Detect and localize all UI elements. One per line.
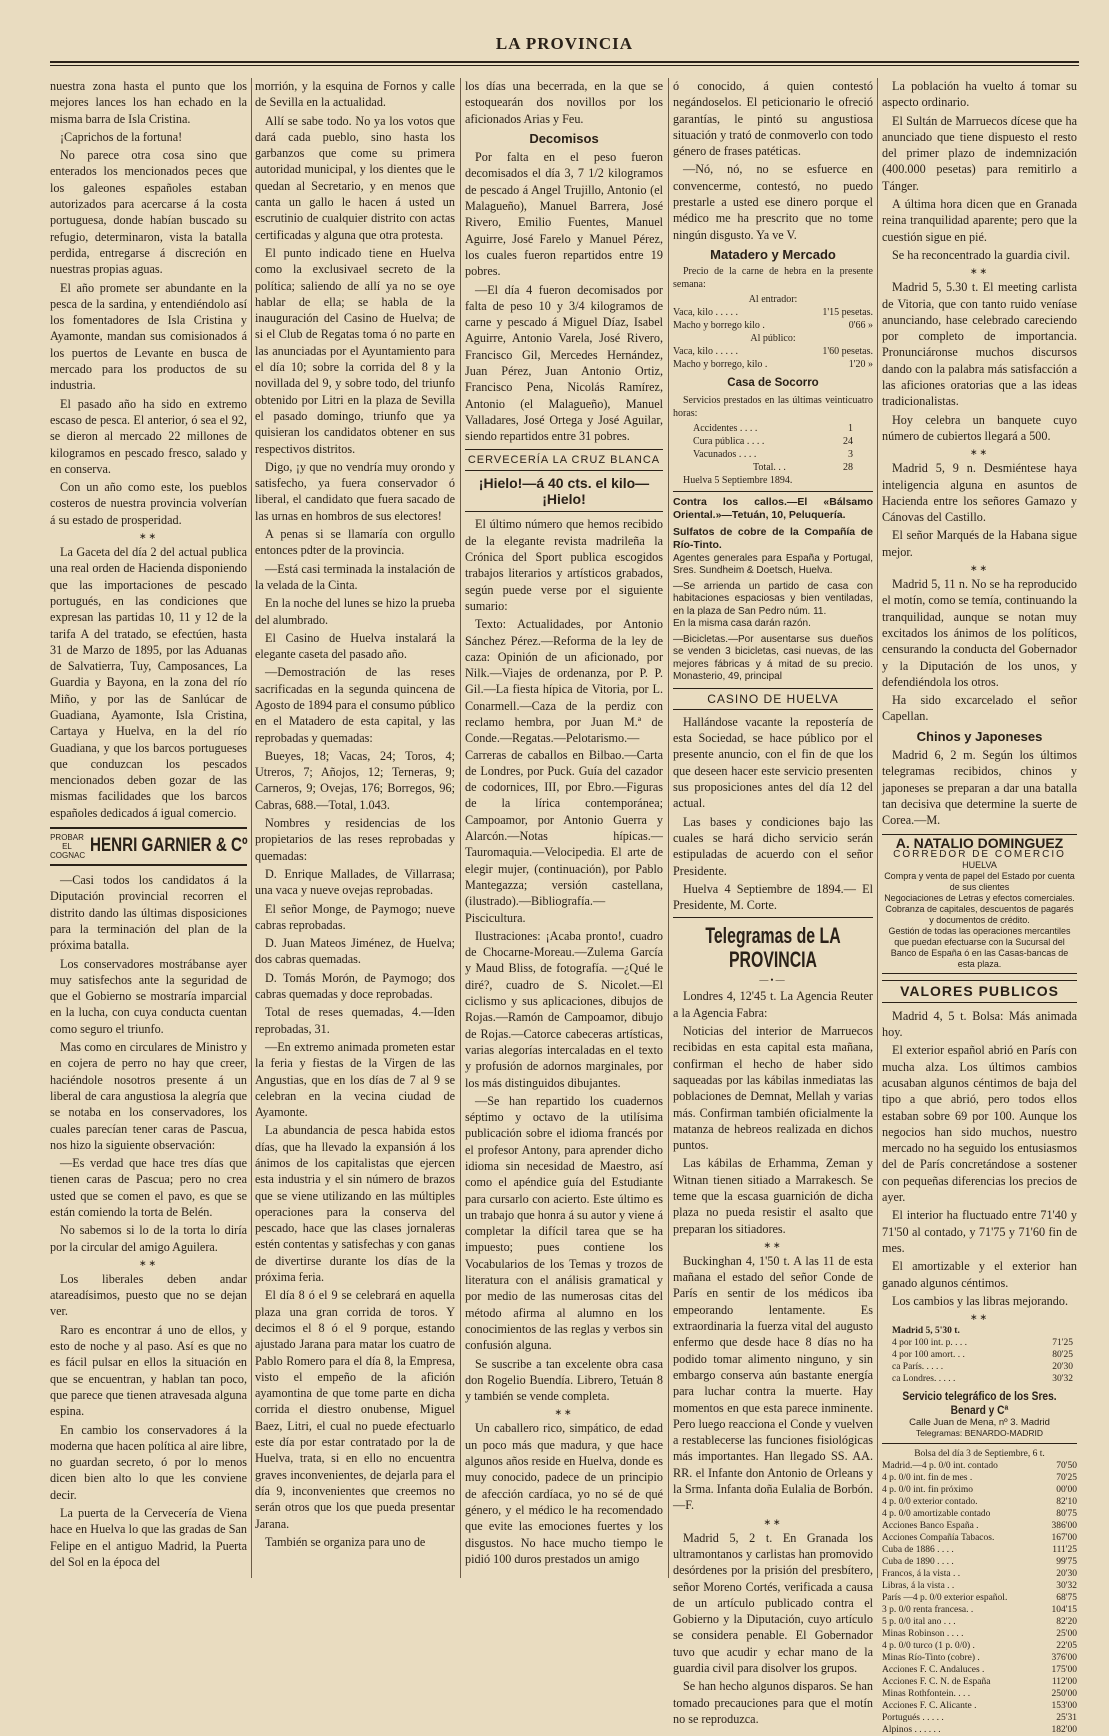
paragraph: —Es verdad que hace tres días que tienen caras de Pascua; pero no crea usted que se comen el pavo, es que se están comiendo la torta de Belén. xyxy=(50,1156,247,1219)
row-value: 0'66 » xyxy=(848,320,873,332)
row-label: Macho y borrego, kilo . xyxy=(673,359,768,371)
row-label: Minas Río-Tinto (cobre) . xyxy=(882,1653,980,1664)
section-heading: Chinos y Japoneses xyxy=(916,728,1043,744)
row-label: Madrid.—4 p. 0/0 int. contado xyxy=(882,1461,998,1472)
paragraph: Se suscribe a tan excelente obra casa don Rogelio Buendía. Librero, Tetuán 8 y también se vende completa. xyxy=(465,1356,663,1404)
paragraph: El último número que hemos recibido de la elegante revista madrileña la Crónica del Sport publica escogidos trabajos literarios y artísticos grabados, según puede verse por el siguiente sumario: xyxy=(465,517,663,613)
ad-brand: HENRI GARNIER & Cº xyxy=(90,835,248,857)
asterism-divider: ∗∗ xyxy=(138,531,159,542)
first-aid-table xyxy=(673,394,873,487)
paragraph: Ha sido excarcelado el señor Capellan. xyxy=(882,693,1077,724)
row-label: 4 por 100 int. p. . . . xyxy=(892,1338,967,1349)
row-value: 1 xyxy=(848,422,853,434)
paragraph: El punto indicado tiene en Huelva como la exclusivael secreto de la política; saliendo de allí ya no se oye hablar de ella; se habla de la inauguración del Casino de Huelva; de si el Club de Regatas toma ó no parte en las anunciadas por el Ayuntamiento para el día 10; sobre la corrida del 8 y la novillada del 9, y sobre todo, del triunfo obtenido por Litri en la plaza de Sevilla el pasado domingo, triunfo que ya quisieran los candidatos obtener en sus respectivos distritos. xyxy=(255,245,455,456)
column-divider xyxy=(251,78,252,1578)
section-heading: VALORES PUBLICOS xyxy=(882,980,1077,1002)
column-5 xyxy=(882,78,1077,1736)
row-label: 4 p. 0/0 int. fin de mes . xyxy=(882,1473,973,1484)
paragraph: Mas como en circulares de Ministro y en cojera de perro no hay que creer, haciéndole nosotros presente á un liberal de cara angustiosa la alegría que se notaba en los conservadores, los cuales parecían tener caras de Pascua, nos hizo la siguiente observación: xyxy=(50,1040,247,1152)
row-label: Cuba de 1890 . . . . xyxy=(882,1557,954,1568)
row-value: 1'60 pesetas. xyxy=(822,346,873,358)
table-row xyxy=(673,448,873,461)
row-label: Vaca, kilo . . . . . xyxy=(673,307,738,319)
paragraph: nuestra zona hasta el punto que los mejores lances los han echado en la misma barra de Isla Cristina. xyxy=(50,79,247,126)
paragraph: El interior ha fluctuado entre 71'40 y 71'50 al contado, y 71'75 y 71'60 fin de mes. xyxy=(882,1208,1077,1255)
divider xyxy=(673,917,873,918)
asterism-divider: ∗∗ xyxy=(969,1312,990,1323)
table-row xyxy=(882,1544,1077,1556)
announcement xyxy=(673,526,873,578)
table-row xyxy=(882,1568,1077,1580)
announcement-text: Agentes generales para España y Portugal, Sres. Sundheim & Doetsch, Huelva. xyxy=(673,552,873,577)
row-label: Francos, á la vista . . xyxy=(882,1569,961,1580)
table-subheading: Al entrador: xyxy=(748,294,798,306)
paragraph: Digo, ¡y que no vendría muy orondo y satisfecho, ya fuera conservador ó liberal, el candidato que fuera sacado de las urnas en hombros de sus electores! xyxy=(255,459,455,523)
section-heading: Casa de Socorro xyxy=(727,377,819,390)
column-divider xyxy=(877,78,878,1578)
row-label: ca Londres. . . . . xyxy=(892,1374,956,1385)
paragraph: El año promete ser abundante en la pesca de la sardina, y entendiéndolo así los fomentadores de Isla Cristina y Ayamonte, mandan sus comisionados á los puertos de Levante en busca de mercado para los productos de su industria. xyxy=(50,280,247,393)
row-label: 4 p. 0/0 turco (1 p. 0/0) . xyxy=(882,1641,975,1652)
asterism-divider: ∗∗ xyxy=(554,1407,574,1418)
row-label: Vaca, kilo . . . . . xyxy=(673,346,738,358)
table-row xyxy=(882,1532,1077,1544)
paragraph: —En extremo animada prometen estar la feria y fiestas de la Virgen de las Angustias, que en los días de 7 al 9 se celebran en la vecina ciudad de Ayamonte. xyxy=(255,1039,455,1120)
column-2 xyxy=(255,78,455,1578)
paragraph: Madrid 5, 5.30 t. El meeting carlista de Vitoria, que con tanto ruido veníase anunciando, hase celebrado careciendo por completo de importancia. Pronunciáronse muchos discursos dando con la palabra más satisfacción a las aficiones oratorias que a las ideas tradicionalistas. xyxy=(882,280,1077,409)
paragraph: El exterior español abrió en París con mucha alza. Los últimos cambios acusaban algunos céntimos de baja del tipo a que abrió, pero todos ellos estaban sobre 69 por 100. Aunque los negocios han sido muchos, nuestro mercado no ha seguido los entusiasmos del de París concretándose a sostener con pequeñas diferencias los precios de ayer. xyxy=(882,1043,1077,1205)
paragraph: Bueyes, 18; Vacas, 24; Toros, 4; Utreros, 7; Añojos, 12; Terneras, 9; Carneros, 9; Ovejas, 176; Borregos, 96; Cabras, 688.—Total, 1.043. xyxy=(255,748,455,812)
row-label: Portugués . . . . . xyxy=(882,1713,944,1724)
row-label: Acciones F. C. Andaluces . xyxy=(882,1665,985,1676)
table-heading: Bolsa del día 3 de Septiembre, 6 t. xyxy=(914,1449,1045,1460)
paragraph: Nombres y residencias de los propietarios de las reses reprobadas y quemadas: xyxy=(255,816,455,863)
paragraph: El Sultán de Marruecos dícese que ha anunciado que tiene dispuesto el resto del primer plazo de indemnización (400.000 pesetas) para remitirlo a Tánger. xyxy=(882,113,1077,193)
ad-small-text: PROBAR EL COGNAC xyxy=(50,833,86,861)
table-row xyxy=(882,1712,1077,1724)
paragraph: La población ha vuelto á tomar su aspecto ordinario. xyxy=(882,79,1077,110)
paragraph: Los conservadores mostrábanse ayer muy satisfechos ante la seguridad de que el Gobierno se mostraría imparcial en la lucha, con cuya conducta cuentan como seguro el triunfo. xyxy=(50,956,247,1036)
broker-service: Compra y venta de papel del Estado por cuenta de sus clientes xyxy=(884,871,1075,893)
row-label: Acciones Banco España . xyxy=(882,1521,979,1532)
paragraph: Se han hecho algunos disparos. Se han tomado precauciones para que el motín no se reproduzca. xyxy=(673,1679,873,1726)
table-row xyxy=(882,1640,1077,1652)
total-value: 28 xyxy=(843,461,853,473)
announcement xyxy=(673,496,873,523)
table-row xyxy=(882,1628,1077,1640)
column-3 xyxy=(465,78,663,1578)
row-value: 1'20 » xyxy=(848,359,873,371)
row-value: 80'75 xyxy=(1056,1509,1077,1520)
row-label: 4 por 100 amort. . . xyxy=(892,1350,965,1361)
column-divider xyxy=(668,78,669,1578)
paragraph: —Nó, nó, no se esfuerce en convencerme, contestó, no puedo prestarle a usted ese dinero porque el médico me ha prescrito que no tome ningún disgusto. Ya ve V. xyxy=(673,162,873,242)
broker-advertisement xyxy=(882,834,1077,974)
row-value: 68'75 xyxy=(1056,1593,1077,1604)
row-label: ca París. . . . . xyxy=(892,1362,944,1373)
paragraph: Huelva 4 Septiembre de 1894.— El Presidente, M. Corte. xyxy=(673,881,873,913)
broker-city: HUELVA xyxy=(962,860,997,871)
announcement-text: —Se arrienda un partido de casa con habitaciones espaciosas y bien ventiladas, en la plaza de San Pedro núm. 11. xyxy=(673,580,873,617)
row-label: 4 p. 0/0 int. fin próximo xyxy=(882,1485,974,1496)
row-value: 111'25 xyxy=(1052,1545,1077,1556)
asterism-divider: ∗∗ xyxy=(138,1257,159,1268)
masthead-rule-thin xyxy=(50,65,1079,66)
paragraph: ¡Caprichos de la fortuna! xyxy=(60,129,183,144)
paragraph: Por falta en el peso fueron decomisados el día 3, 7 1/2 kilogramos de pescado á Angel Trujillo, Antonio (el Malagueño), Manuel Barrera, José Rivero, Emilio Fuentes, Manuel Aguirre, José Farelo y Manuel Pérez, los cuales fueron repartidos entre 19 pobres. xyxy=(465,150,663,279)
paragraph: El señor Marqués de la Habana sigue mejor. xyxy=(882,528,1077,559)
row-label: Vacunados . . . . xyxy=(693,448,757,460)
telegraph-service-heading: Servicio telegráfico de los Sres. Benard y Cª xyxy=(902,1389,1057,1418)
section-heading: Matadero y Mercado xyxy=(710,246,836,262)
row-value: 167'00 xyxy=(1051,1533,1077,1544)
table-row xyxy=(882,1556,1077,1568)
row-value: 175'00 xyxy=(1051,1665,1077,1676)
row-value: 30'32 xyxy=(1052,1374,1073,1385)
paragraph: En cambio los conservadores á la moderna que hacen política al aire libre, no guardan secreto, ó por lo menos dicen bien alto lo que les conviene decir. xyxy=(50,1422,247,1502)
table-row xyxy=(673,345,873,358)
table-heading: Madrid 5, 5'30 t. xyxy=(892,1326,960,1337)
meat-prices-table xyxy=(673,265,873,371)
column-4 xyxy=(673,78,873,1726)
row-value: 82'20 xyxy=(1056,1617,1077,1628)
row-value: 250'00 xyxy=(1051,1689,1077,1700)
row-label: Cuba de 1886 . . . . xyxy=(882,1545,954,1556)
total-label: Total. . . xyxy=(753,461,786,473)
asterism-divider: ∗∗ xyxy=(969,563,990,574)
table-row xyxy=(673,435,873,448)
paragraph: Hallándose vacante la repostería de esta Sociedad, se hace público por el presente anuncio, con el fin de que los que deseen hacer este servicio presenten sus proposiciones antes del día 12 del actual. xyxy=(673,714,873,811)
table-row xyxy=(882,1700,1077,1712)
table-caption: Precio de la carne de hebra en la presente semana: xyxy=(673,266,873,291)
row-label: Accidentes . . . . xyxy=(693,422,758,434)
paragraph: Un caballero rico, simpático, de edad un poco más que madura, y que hace algunos años reside en Huelva, donde es muy conocido, padece de un principio de afección cardíaca, yo no sé de qué género, y el médico le ha recomendado que evite las emociones fuertes y los disgustos. No hace mucho tiempo le pidió 100 duros prestados un amigo xyxy=(465,1421,663,1566)
paragraph: No parece otra cosa sino que enterados los mencionados peces que los galeones españoles estaban autorizados para acercarse á la costa portuguesa, donde habían buscado su refugio, determinaron, vista la batalla perdida, entregarse á discreción en nuestras propias aguas. xyxy=(50,148,247,277)
broker-service: Gestión de todas las operaciones mercantiles que puedan efectuarse con la Sucursal del Banco de España ó en las Casas-bancas de esta plaza. xyxy=(888,926,1071,970)
broker-title: CORREDOR DE COMERCIO xyxy=(893,849,1066,861)
asterism-divider: ∗∗ xyxy=(763,1516,783,1527)
paragraph: También se organiza para uno de xyxy=(265,1534,426,1549)
row-label: Libras, á la vista . . xyxy=(882,1581,955,1592)
paragraph: Madrid 5, 11 n. No se ha reproducido el motín, como se temía, continuando la tranquilidad, aunque se notan muy excitados los ánimos de los políticos, censurando la conducta del Gobernador y la Diputación de los unos, y defendiéndola los otros. xyxy=(882,577,1077,689)
column-1 xyxy=(50,78,247,1578)
table-row xyxy=(882,1592,1077,1604)
row-value: 82'10 xyxy=(1056,1497,1077,1508)
page-title: LA PROVINCIA xyxy=(495,34,634,53)
table-row xyxy=(882,1496,1077,1508)
row-value: 80'25 xyxy=(1052,1350,1073,1361)
row-value: 104'15 xyxy=(1051,1605,1077,1616)
paragraph: D. Tomás Morón, de Paymogo; dos cabras quemadas y doce reprobadas. xyxy=(255,970,455,1002)
row-value: 25'31 xyxy=(1056,1713,1077,1724)
paragraph: —Se han repartido los cuadernos séptimo y octavo de la utilísima publicación sobre el idioma francés por el profesor Antony, para aprender dicho idioma sin necesidad de Maestro, así como el apéndice guía del Estudiante para cursarlo con acierto. Este último es un trabajo que honra á su autor y viene á completar la difícil tarea que se ha impuesto; pues contiene los Vocabularios de los Temas y trozos de literatura con el análisis gramatical y por medio de las numerosas citas del método afirma al alumno en los conocimientos de las reglas y verbos sin confusión alguna. xyxy=(465,1093,663,1353)
column-divider xyxy=(460,78,461,1578)
ice-advertisement: ¡Hielo!—á 40 cts. el kilo—¡Hielo! xyxy=(478,474,650,508)
ornament-divider: —•— xyxy=(759,975,787,986)
broker-service: Negociaciones de Letras y efectos comerciales. xyxy=(884,893,1075,904)
paragraph: Madrid 5, 9 n. Desmiéntese haya inteligencia alguna en asuntos de Hacienda entre los señores Gamazo y Cánovas del Castillo. xyxy=(882,461,1077,525)
row-value: 30'32 xyxy=(1056,1581,1077,1592)
row-value: 70'25 xyxy=(1056,1473,1077,1484)
row-label: Alpinos . . . . . . xyxy=(882,1725,941,1736)
paragraph: D. Juan Mateos Jiménez, de Huelva; dos cabras quemadas. xyxy=(255,936,455,967)
announcement-text: En la misma casa darán razón. xyxy=(673,618,811,630)
paragraph: La abundancia de pesca habida estos días, que ha llevado la expansión á los ánimos de los capitalistas que ejercen esta industria y el sin número de brazos que se viene utilizando en las múltiples operaciones para la conserva del pescado, hace que las clases jornaleras estén contentas y satisfechas y con ganas de divertirse durante los días de la próxima feria. xyxy=(255,1123,455,1285)
table-row xyxy=(673,422,873,435)
announcement-text: —Bicicletas.—Por ausentarse sus dueños se venden 3 bicicletas, casi nuevas, de las mejores fábricas y á mitad de su precio. Monasterio, 49, principal xyxy=(673,633,873,683)
row-value: 99'75 xyxy=(1056,1557,1077,1568)
row-label: Macho y borrego kilo . xyxy=(673,320,765,332)
divider xyxy=(882,1443,1077,1444)
table-row xyxy=(882,1676,1077,1688)
section-heading: CASINO DE HUELVA xyxy=(673,688,873,710)
broker-name: A. NATALIO DOMINGUEZ xyxy=(895,835,1064,852)
row-value: 376'00 xyxy=(1051,1653,1077,1664)
row-value: 386'00 xyxy=(1051,1521,1077,1532)
paragraph: Madrid 4, 5 t. Bolsa: Más animada hoy. xyxy=(882,1008,1077,1040)
paragraph: Buckinghan 4, 1'50 t. A las 11 de esta mañana el estado del señor Conde de París en sentir de los médicos iba empeorando lentamente. Es extraordinaria la fuerza vital del augusto enfermo que desde hace 8 días no ha podido tomar alimento ninguno, y sin embargo conserva aún bastante energía para luchar contra la muerte. Hay momentos en que esta parece inminente. Pero luego reacciona el Conde y vuelven a restablecerse las funciones fisiológicas más importantes. Han llegado SS. AA. RR. el Infante don Antonio de Orleans y la Srma. Infanta doña Eulalia de Borbón.—F. xyxy=(673,1253,873,1513)
row-value: 25'00 xyxy=(1056,1629,1077,1640)
row-value: 70'50 xyxy=(1056,1461,1077,1472)
table-row xyxy=(882,1472,1077,1484)
row-value: 00'00 xyxy=(1056,1485,1077,1496)
row-label: 3 p. 0/0 renta francesa. . xyxy=(882,1605,974,1616)
row-label: 4 p. 0/0 amortizable contado xyxy=(882,1509,991,1520)
table-row xyxy=(882,1616,1077,1628)
table-row xyxy=(892,1373,1073,1385)
table-row xyxy=(882,1724,1077,1736)
telegraph-service-cable: Telegramas: BENARDO-MADRID xyxy=(915,1428,1044,1439)
table-row xyxy=(892,1361,1073,1373)
broker-service: Cobranza de capitales, descuentos de pagarés y documentos de crédito. xyxy=(885,904,1074,926)
row-value: 71'25 xyxy=(1052,1338,1073,1349)
row-value: 1'15 pesetas. xyxy=(822,307,873,319)
masthead xyxy=(50,30,1079,68)
row-value: 182'00 xyxy=(1051,1725,1077,1736)
paragraph: A última hora dicen que en Granada reina tranquilidad aparente; pero que la cuestión sigue en pié. xyxy=(882,197,1077,244)
paragraph: Con un año como este, los pueblos costeros de nuestra provincia volverían á su estado de prosperidad. xyxy=(50,480,247,527)
paragraph: No sabemos si lo de la torta lo diría por la circular del amigo Aguilera. xyxy=(50,1223,247,1254)
table-row xyxy=(673,306,873,319)
asterism-divider: ∗∗ xyxy=(969,447,990,458)
table-total-row xyxy=(673,461,873,474)
paragraph: Raro es encontrar á uno de ellos, y esto de noche y al paso. Así es que no es fácil pulsar en ellos la situación en que se encuentran, y hablan tan poco, que parece que tienen atravesada alguna espina. xyxy=(50,1322,247,1419)
quotes-table xyxy=(882,1325,1077,1385)
row-label: 5 p. 0/0 ital ano . . . xyxy=(882,1617,956,1628)
paragraph: Allí se sabe todo. No ya los votos que dará cada pueblo, sino hasta los garbanzos que come su primera autoridad municipal, y los dientes que le quedan al Secretario, y en menos que canta un gallo le hacen á usted un escrutinio de cualquier distrito con actas certificadas y alguna que otra protesta. xyxy=(255,113,455,242)
cognac-advertisement xyxy=(50,827,247,866)
table-row xyxy=(882,1580,1077,1592)
table-caption: Servicios prestados en las últimas veinticuatro horas: xyxy=(673,394,873,419)
row-label: Minas Rothfontein. . . . xyxy=(882,1689,971,1700)
table-row xyxy=(882,1484,1077,1496)
paragraph: Total de reses quemadas, 4.—Iden reprobadas, 31. xyxy=(255,1005,455,1036)
table-row xyxy=(882,1508,1077,1520)
divider xyxy=(465,511,663,512)
row-value: 20'30 xyxy=(1052,1362,1073,1373)
row-label: Cura pública . . . . xyxy=(693,435,765,447)
paragraph: —Está casi terminada la instalación de la velada de la Cinta. xyxy=(255,561,455,592)
telegrams-heading: Telegramas de LA PROVINCIA xyxy=(705,923,841,973)
paragraph: morrión, y la esquina de Fornos y calle de Sevilla en la actualidad. xyxy=(255,79,455,110)
row-value: 112'00 xyxy=(1051,1677,1077,1688)
paragraph: D. Enrique Mallades, de Villarrasa; una vaca y nueve ovejas reprobadas. xyxy=(255,866,455,898)
row-label: 4 p. 0/0 exterior contado. xyxy=(882,1497,978,1508)
section-heading: Decomisos xyxy=(529,130,599,146)
row-value: 3 xyxy=(848,448,853,460)
paragraph: Londres 4, 12'45 t. La Agencia Reuter a la Agencia Fabra: xyxy=(673,989,873,1020)
paragraph: ó conocido, á quien contestó negándoselos. El peticionario le ofreció garantías, le pintó su angustiosa situación y trató de conmoverlo con todo género de frases patéticas. xyxy=(673,79,873,159)
paragraph: —Demostración de las reses sacrificadas en la segunda quincena de Agosto de 1894 para el consumo público en el Matadero de esta capital, y las reprobadas y quemadas: xyxy=(255,665,455,745)
row-label: Acciones F. C. Alicante . xyxy=(882,1701,977,1712)
paragraph: —El día 4 fueron decomisados por falta de peso 10 y 3/4 kilogramos de carne y pescado á Miguel Díaz, Isabel Aguirre, Antonio Varela, José Rivero, Francisco Gil, Mercedes Hernández, Juan Pérez, Juan Antonio Ortiz, Francisco Pena, Nicolás Ramírez, Antonio (el Malagueño), Manuel Valladares, José Ortega y José Aguilar, siendo repartidos entre 31 pobres. xyxy=(465,282,663,444)
paragraph: El pasado año ha sido en extremo escaso de pesca. El anterior, ó sea el 92, se dieron al mercado 22 millones de kilogramos en pescado fresco, salado y en conserva. xyxy=(50,396,247,476)
divider xyxy=(673,491,873,492)
row-label: París —4 p. 0/0 exterior español. xyxy=(882,1593,1008,1604)
table-row xyxy=(882,1664,1077,1676)
date-line: Huelva 5 Septiembre 1894. xyxy=(683,474,793,486)
table-row xyxy=(892,1349,1073,1361)
row-value: 22'05 xyxy=(1056,1641,1077,1652)
row-value: 24 xyxy=(843,435,853,447)
table-row xyxy=(882,1604,1077,1616)
paragraph: La puerta de la Cervecería de Viena hace en Huelva lo que las gradas de San Felipe en el antiguo Madrid, la Puerta del Sol en la época del xyxy=(50,1506,247,1569)
table-row xyxy=(882,1688,1077,1700)
paragraph: Noticias del interior de Marruecos recibidas en esta capital esta mañana, confirman el hecho de haber sido saqueadas por las kábilas inmediatas las poblaciones de Demnat, Mellah y varias más. Confirman también oficialmente la matanza de hebreos realizada en dichos puntos. xyxy=(673,1024,873,1153)
paragraph: Los cambios y las libras mejorando. xyxy=(892,1293,1069,1308)
paragraph: —Casi todos los candidatos á la Diputación provincial recorren el distrito dando las últimas disposiciones para la terminación del plan de la próxima batalla. xyxy=(50,873,247,953)
table-row xyxy=(882,1460,1077,1472)
asterism-divider: ∗∗ xyxy=(969,266,990,277)
paragraph: los días una becerrada, en la que se estoquearán dos novillos por los aficionados Arias y Feu. xyxy=(465,79,663,126)
announcement-text: Contra los callos.—El «Bálsamo Oriental.»—Tetuán, 10, Peluquería. xyxy=(673,495,873,522)
paragraph: Las kábilas de Erhamma, Zeman y Witnan tienen sitiado a Marrakesch. Se teme que la escasa guarnición de dicha plaza no pueda resistir el asalto que preparan los sitiadores. xyxy=(673,1156,873,1236)
paragraph: Madrid 5, 2 t. En Granada los ultramontanos y carlistas han promovido desórdenes por la prisión del presbítero, señor Moreno Cortés, verificada a causa de un artículo publicado contra el Gobierno y la Diputación, cuyo artículo se considera penable. El Gobernador tuvo que acudir y echar mano de la guardia civil para disolver los grupos. xyxy=(673,1530,873,1675)
paragraph: Hoy celebra un banquete cuyo número de cubiertos llegará a 500. xyxy=(882,412,1077,443)
paragraph: En la noche del lunes se hizo la prueba del alumbrado. xyxy=(255,596,455,627)
telegraph-service-address: Calle Juan de Mena, nº 3. Madrid xyxy=(909,1417,1050,1429)
paragraph: El amortizable y el exterior han ganado algunos céntimos. xyxy=(882,1259,1077,1290)
table-row xyxy=(673,358,873,371)
row-label: Minas Robinson . . . . xyxy=(882,1629,964,1640)
paragraph: Los liberales deben andar atareadísimos, puesto que no se dejan ver. xyxy=(50,1271,247,1319)
paragraph: El Casino de Huelva instalará la elegante caseta del pasado año. xyxy=(255,630,455,662)
row-label: Acciones Compañía Tabacos. xyxy=(882,1533,995,1544)
masthead-rule xyxy=(50,61,1079,63)
table-row xyxy=(673,319,873,332)
paragraph: El señor Monge, de Paymogo; nueve cabras reprobadas. xyxy=(255,901,455,932)
section-heading: CERVECERÍA LA CRUZ BLANCA xyxy=(465,449,663,471)
table-row xyxy=(882,1652,1077,1664)
table-row xyxy=(882,1520,1077,1532)
paragraph: Texto: Actualidades, por Antonio Sánchez Pérez.—Reforma de la ley de caza: Opinión de un aficionado, por Nilk.—Viajes de ordenanza, por P. P. Gil.—La fiesta hípica de Vitoria, por L. Conarmell.—Caza de la perdiz con reclamo hembra, por Juan M.ª de Conde.—Regatas.—Pelotarismo.—Carreras de caballos en Bilbao.—Carta de Londres, por Puck. Guía del cazador de codornices, III, por Ebro.—Figuras de la lírica contemporánea; Campoamor, por Antonio Guerra y Alarcón.—Notas hípicas.—Tauromaquia.—Velocipedia. El arte de elegir mujer, (continuación), por Pablo Mantegazza; versión castellana, (ilustrado).—Bibliografía.—Piscicultura. xyxy=(465,617,663,925)
paragraph: El día 8 ó el 9 se celebrará en aquella plaza una gran corrida de toros. Y decimos el 8 ó el 9 porque, estando ajustado Jarana para matar los cuatro de Pablo Romero para el día 8, la Empresa, visto el empeño de la afición ayamontina de que tome parte en dicha corrida el diestro onubense, Miguel Baez, Litri, el cual no puede efectuarlo este día por estar contratado por la de Huelva, trata, si en ello no encuentra graves inconvenientes, de dejarla para el día 9, inconvenientes que creemos no serán otros que los que pueda presentar Jarana. xyxy=(255,1288,455,1531)
paragraph: A penas si se llamaría con orgullo entonces pdter de la provincia. xyxy=(255,527,455,558)
announcement-text: Sulfatos de cobre de la Compañía de Río-Tinto. xyxy=(673,525,873,552)
paragraph: La Gaceta del día 2 del actual publica una real orden de Hacienda disponiendo que las importaciones de pescado portugués, en las condiciones que expresan las partidas 10, 11 y 12 de la tarifa A del tratado, se efectúen, hasta 31 de Marzo de 1895, por las Aduanas de Salvatierra, Tuy, Camposances, La Guardia y Bayona, en la zona del río Miño, y por las de Sanlúcar de Guadiana, Ayamonte, Isla Cristina, Cartaya y Huelva, en la del río Guadiana, y que los barcos portugueses que conduzcan los pescados mencionados deben gozar de las mismas facilidades que los barcos españoles dedicados á igual comercio. xyxy=(50,545,247,820)
paragraph: Se ha reconcentrado la guardia civil. xyxy=(892,247,1070,262)
row-value: 153'00 xyxy=(1051,1701,1077,1712)
table-subheading: Al público: xyxy=(750,333,796,345)
paragraph: Las bases y condiciones bajo las cuales se hará dicho servicio serán estipuladas de acuerdo con el señor Presidente. xyxy=(673,814,873,878)
paragraph: Ilustraciones: ¡Acaba pronto!, cuadro de Chocarne-Moreau.—Zulema García y Maud Bliss, de fotografía. —¿Qué le diré?, cuadro de S. Nicolet.—El ciclismo y sus aplicaciones, dibujos de Rojas.—Ramón de Campoamor, dibujo de Rojas.—Catorce cabeceras artísticas, varias alegorías intercaladas en el texto y profusión de adornos marginales, por los más distinguidos dibujantes. xyxy=(465,928,663,1090)
asterism-divider: ∗∗ xyxy=(763,1239,783,1250)
row-label: Acciones F. C. N. de España xyxy=(882,1677,991,1688)
table-row xyxy=(892,1337,1073,1349)
paragraph: Madrid 6, 2 m. Según los últimos telegramas recibidos, chinos y japoneses se preparan a dar una batalla tan decisiva que determine la suerte de Corea.—M. xyxy=(882,747,1077,828)
announcement xyxy=(673,634,873,684)
announcement xyxy=(673,581,873,631)
row-value: 20'30 xyxy=(1056,1569,1077,1580)
stock-exchange-table xyxy=(882,1448,1077,1736)
